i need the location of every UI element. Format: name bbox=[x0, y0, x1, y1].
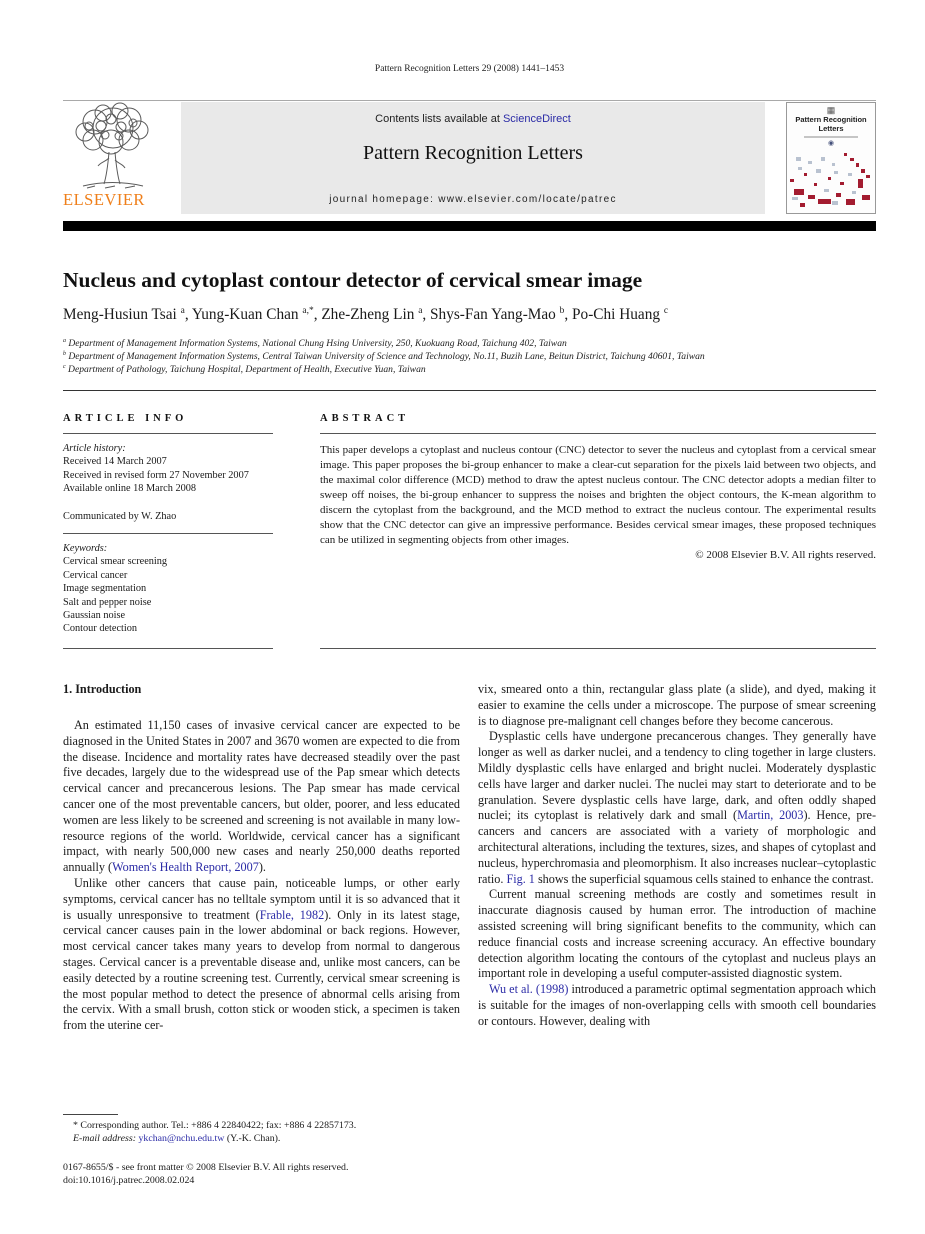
contents-line bbox=[181, 113, 765, 125]
authors-line: Meng-Husiun Tsai $^a$, Yung-Kuan Chan $^{a,*}$, Zhe-Zheng Lin $^a$, Shys-Fan Yang-Mao $^b$, Po-Chi Huang $^c$ bbox=[63, 305, 669, 323]
citation-link[interactable]: Wu et al. (1998) bbox=[489, 982, 569, 997]
abstract-column bbox=[320, 391, 876, 649]
cover-title: Pattern Recognition Letters bbox=[795, 115, 867, 133]
journal-homepage-link[interactable]: journal homepage: www.elsevier.com/locate/patrec bbox=[329, 194, 617, 205]
citation-link[interactable]: Women's Health Report, 2007 bbox=[112, 860, 259, 875]
intro-paragraph: vix, smeared onto a thin, rectangular glass plate (a slide), and dyed, making it easier to examine the cells under a microscope. The purpose of smear screening is to diagnose pre-malignant cell changes before they become cancerous. bbox=[478, 682, 876, 728]
cover-emblem-icon: ▦ bbox=[826, 105, 836, 115]
header-divider-bar bbox=[63, 221, 876, 231]
keyword: Contour detection bbox=[63, 623, 138, 635]
intro-paragraph: Current manual screening methods are costly and sometimes result in inaccurate diagnosis caused by human error. The introduction of machine assisted screening will bring significant benefits to the community, which can reduce financial costs and increase screening accuracy. An effective boundary detection algorithm locating the contours of the cytoplast and nucleus plays an important role in developing a useful computer-assisted diagnostic system. bbox=[478, 887, 876, 981]
article-info-bottom-rule bbox=[63, 648, 273, 649]
intro-paragraph: Dysplastic cells have undergone precancerous changes. They generally have longer as well as darker nuclei, and a tendency to cling together in large clusters. Mildly dysplastic cells have enlarged and bright nuclei. Moderately dysplastic cells have larger and darker nuclei. The nuclei may start to deteriorate and to be granulation. Severe dysplastic cells have large, dark, and often oddly shaped nuclei; its cytoplast is relatively dark and small (Martin, 2003). Hence, pre-cancers and cancers are associated with a variety of morphologic and architectural alterations, including the textures, sizes, and shapes of cytoplast and nucleus, hyperchromasia and pleomorphism. It also increases nuclear–cytoplastic ratio. Fig. 1 shows the superficial squamous cells stained to enhance the contrast. bbox=[478, 729, 877, 886]
intro-paragraph: Unlike other cancers that cause pain, noticeable lumps, or other early symptoms, cervical cancer has no telltale symptom until it is so advanced that it is usually unresponsive to treatment (Frable, 1982). Only in its latest stage, cervical cancer causes pain in the lower abdominal or back regions. However, most cervical cancer takes many years to develop from normal to dangerous stages. Cervical cancer is a preventable disease and, unlike most cancers, can be easily detected by a routine screening test. Currently, cervical smear screening is the most popular method to detect the presence of abnormal cells arising from the cervix. With a small brush, cotton stick or wooden stick, a specimen is taken from the uterine cer- bbox=[63, 875, 460, 1033]
keywords-rule bbox=[63, 533, 273, 534]
cover-art-pattern bbox=[788, 149, 874, 211]
citation-link[interactable]: Fig. 1 bbox=[506, 871, 535, 886]
history-line: Received in revised form 27 November 2007 bbox=[63, 469, 249, 481]
footnote-email-line: E-mail address: ykchan@nchu.edu.tw (Y.-K. Chan). bbox=[73, 1133, 281, 1144]
journal-banner bbox=[63, 100, 876, 214]
affiliation-b: $^b$ Department of Management Information Systems, Central Taiwan University of Science and Technology, No.11, Buzih Lane, Beitun District, Taichung 40601, Taiwan bbox=[63, 350, 705, 362]
history-label: Article history: bbox=[63, 443, 126, 454]
doi-line: doi:10.1016/j.patrec.2008.02.024 bbox=[63, 1175, 195, 1186]
footnote-rule bbox=[63, 1114, 118, 1115]
keyword: Cervical cancer bbox=[63, 569, 128, 581]
affiliations bbox=[63, 337, 876, 376]
abstract-bottom-rule bbox=[320, 648, 876, 649]
running-head: Pattern Recognition Letters 29 (2008) 1441–1453 bbox=[374, 64, 565, 74]
page-footer bbox=[63, 1161, 460, 1187]
sciencedirect-link[interactable]: ScienceDirect bbox=[502, 113, 571, 125]
article-title: Nucleus and cytoplast contour detector of cervical smear image bbox=[63, 268, 643, 292]
section-heading-introduction: 1. Introduction bbox=[63, 682, 142, 696]
journal-cover-thumbnail[interactable] bbox=[786, 102, 876, 214]
abstract-heading: ABSTRACT bbox=[320, 413, 410, 424]
keywords-label: Keywords: bbox=[63, 543, 108, 555]
cover-subtext-bar bbox=[804, 136, 858, 138]
elsevier-wordmark: ELSEVIER bbox=[63, 190, 145, 209]
keyword: Gaussian noise bbox=[63, 610, 126, 622]
journal-title: Pattern Recognition Letters bbox=[363, 142, 583, 164]
banner-center bbox=[181, 102, 765, 214]
article-info-column bbox=[63, 391, 273, 649]
elsevier-logo bbox=[63, 102, 181, 214]
article-info-heading: ARTICLE INFO bbox=[63, 413, 188, 424]
history-line: Received 14 March 2007 bbox=[63, 456, 167, 468]
intro-paragraph: Wu et al. (1998) introduced a parametric optimal segmentation approach which is suitable for the images of non-overlapping cells with smooth cell boundaries or contours. However, dealing with bbox=[478, 982, 877, 1028]
keyword: Cervical smear screening bbox=[63, 556, 168, 568]
intro-paragraph: An estimated 11,150 cases of invasive cervical cancer are expected to be diagnosed in the United States in 2007 and 3670 women are expected to die from the disease. Incidence and mortality rates have decreased steadily over the past five decades, largely due to the widespread use of the Pap smear which detects cervical cancer and precancerous lesions. The Pap smear has made cervical cancer one of the most preventable cancers, but older, poorer, and less educated women are less likely to be screened and screening is not available in many low-resource regions of the world. Worldwide, cervical cancer has a significant impact, with nearly 500,000 new cases and nearly 250,000 deaths reported annually (Women's Health Report, 2007). bbox=[63, 718, 460, 875]
keyword: Salt and pepper noise bbox=[63, 596, 152, 608]
abstract-text: This paper develops a cytoplast and nucleus contour (CNC) detector to sever the nucleus and cytoplast from a cervical smear image. This paper proposes the bi-group enhancer to make a clear-cut separation for the pixels laid between two objects, and the maximal color difference (MCD) method to draw the aptest nucleus contour. The CNC detector adopts a median filter to sweep off noises, the bi-group enhancer to suppress the noises and brighten the object contours, the K-mean algorithm to discern the cytoplast from the background, and the MCD method to extract the nucleus contour. The experimental results show that the CNC detector can give an impressive performance. Besides cervical smear images, these proposed techniques can be utilized in segmenting objects from other images. bbox=[320, 444, 876, 546]
intro-left-column bbox=[63, 682, 460, 1187]
issn-line: 0167-8655/$ - see front matter © 2008 Elsevier B.V. All rights reserved. bbox=[63, 1162, 349, 1173]
abstract-rule bbox=[320, 433, 876, 434]
history-line: Available online 18 March 2008 bbox=[63, 483, 197, 495]
affiliation-c: $^c$ Department of Pathology, Taichung Hospital, Department of Health, Executive Yuan, Taiwan bbox=[63, 363, 426, 375]
footnote-line: * Corresponding author. Tel.: +886 4 22840422; fax: +886 4 22857173. bbox=[73, 1120, 357, 1131]
citation-link[interactable]: Martin, 2003 bbox=[737, 808, 804, 823]
citation-link[interactable]: Frable, 1982 bbox=[259, 907, 325, 922]
keyword: Image segmentation bbox=[63, 583, 147, 595]
citation-link[interactable]: ykchan@nchu.edu.tw bbox=[138, 1133, 225, 1144]
elsevier-tree-icon bbox=[65, 102, 161, 192]
abstract-copyright: © 2008 Elsevier B.V. All rights reserved. bbox=[695, 549, 876, 561]
affiliation-a: $^a$ Department of Management Information Systems, National Chung Hsing University, 250, Kuokuang Road, Taichung 402, Taiwan bbox=[63, 337, 567, 349]
cover-circle-icon: ◉ bbox=[827, 139, 835, 147]
intro-right-column bbox=[478, 682, 876, 1187]
communicated-line: Communicated by W. Zhao bbox=[63, 510, 177, 522]
corresponding-author-footnote bbox=[63, 1114, 460, 1187]
contents-prefix: Contents lists available at bbox=[375, 113, 503, 125]
article-info-rule bbox=[63, 433, 273, 434]
banner-top-rule bbox=[63, 100, 876, 101]
